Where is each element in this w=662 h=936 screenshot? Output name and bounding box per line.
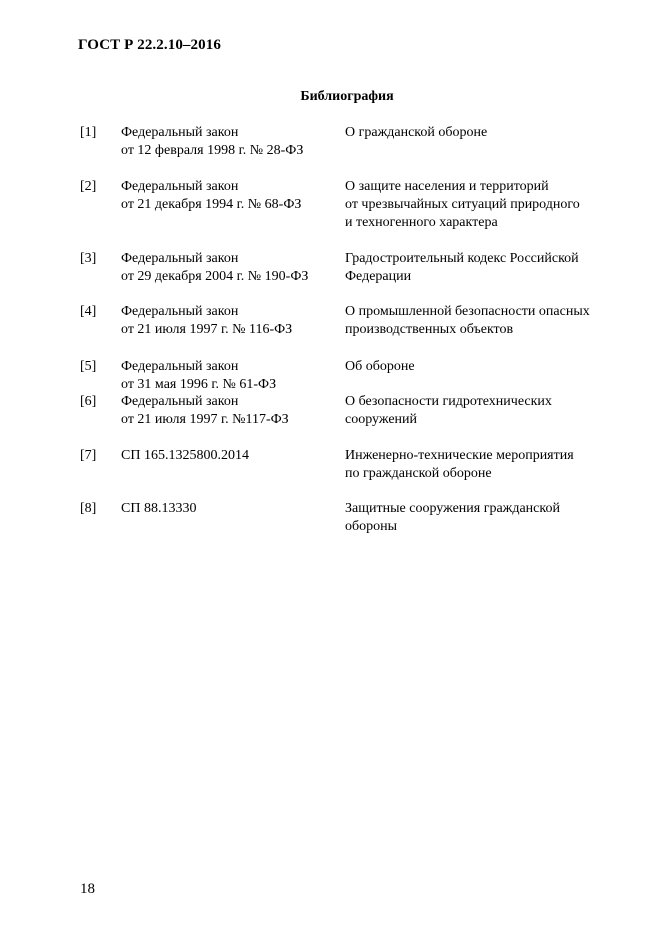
entry-title bbox=[345, 250, 635, 286]
entry-source bbox=[121, 500, 343, 518]
title-line: Инженерно-технические мероприятия bbox=[345, 448, 574, 463]
entry-number: [3] bbox=[80, 251, 97, 266]
entry-title bbox=[345, 500, 635, 536]
entry-title bbox=[345, 303, 635, 339]
title-line: от чрезвычайных ситуаций природного bbox=[345, 197, 580, 212]
page-number: 18 bbox=[80, 881, 95, 897]
source-line: от 12 февраля 1998 г. № 28-ФЗ bbox=[121, 143, 304, 158]
entry-source bbox=[121, 393, 343, 429]
title-line: О промышленной безопасности опасных bbox=[345, 304, 590, 319]
entry-source bbox=[121, 303, 343, 339]
title-line: О защите населения и территорий bbox=[345, 179, 549, 194]
entry-number: [1] bbox=[80, 125, 97, 140]
source-line: от 21 июля 1997 г. №117-ФЗ bbox=[121, 412, 289, 427]
source-line: СП 88.13330 bbox=[121, 501, 197, 516]
source-line: от 31 мая 1996 г. № 61-ФЗ bbox=[121, 377, 277, 392]
title-line: производственных объектов bbox=[345, 322, 514, 337]
title-line: сооружений bbox=[345, 412, 418, 427]
entry-title bbox=[345, 447, 635, 483]
entry-number: [4] bbox=[80, 304, 97, 319]
entry-number: [2] bbox=[80, 179, 97, 194]
entry-number: [6] bbox=[80, 394, 97, 409]
source-line: Федеральный закон bbox=[121, 179, 239, 194]
source-line: Федеральный закон bbox=[121, 304, 239, 319]
bibliography-title: Библиография bbox=[300, 89, 394, 104]
entry-source bbox=[121, 358, 343, 394]
source-line: СП 165.1325800.2014 bbox=[121, 448, 249, 463]
document-code: ГОСТ Р 22.2.10–2016 bbox=[78, 37, 221, 53]
entry-title bbox=[345, 393, 635, 429]
entry-title bbox=[345, 124, 635, 142]
title-line: обороны bbox=[345, 519, 398, 534]
entry-source bbox=[121, 124, 343, 160]
source-line: от 21 июля 1997 г. № 116-ФЗ bbox=[121, 322, 293, 337]
title-line: Об обороне bbox=[345, 359, 415, 374]
entry-number: [7] bbox=[80, 448, 97, 463]
entry-source bbox=[121, 447, 343, 465]
entry-source bbox=[121, 250, 343, 286]
entry-source bbox=[121, 178, 343, 214]
source-line: от 29 декабря 2004 г. № 190-ФЗ bbox=[121, 269, 309, 284]
title-line: Защитные сооружения гражданской bbox=[345, 501, 560, 516]
entry-title bbox=[345, 178, 635, 232]
entry-title bbox=[345, 358, 635, 376]
title-line: Федерации bbox=[345, 269, 412, 284]
source-line: Федеральный закон bbox=[121, 359, 239, 374]
entry-number: [5] bbox=[80, 359, 97, 374]
source-line: Федеральный закон bbox=[121, 251, 239, 266]
source-line: от 21 декабря 1994 г. № 68-ФЗ bbox=[121, 197, 302, 212]
entry-number: [8] bbox=[80, 501, 97, 516]
title-line: О безопасности гидротехнических bbox=[345, 394, 552, 409]
source-line: Федеральный закон bbox=[121, 125, 239, 140]
source-line: Федеральный закон bbox=[121, 394, 239, 409]
title-line: О гражданской обороне bbox=[345, 125, 488, 140]
title-line: Градостроительный кодекс Российской bbox=[345, 251, 579, 266]
title-line: по гражданской обороне bbox=[345, 466, 492, 481]
title-line: и техногенного характера bbox=[345, 215, 498, 230]
